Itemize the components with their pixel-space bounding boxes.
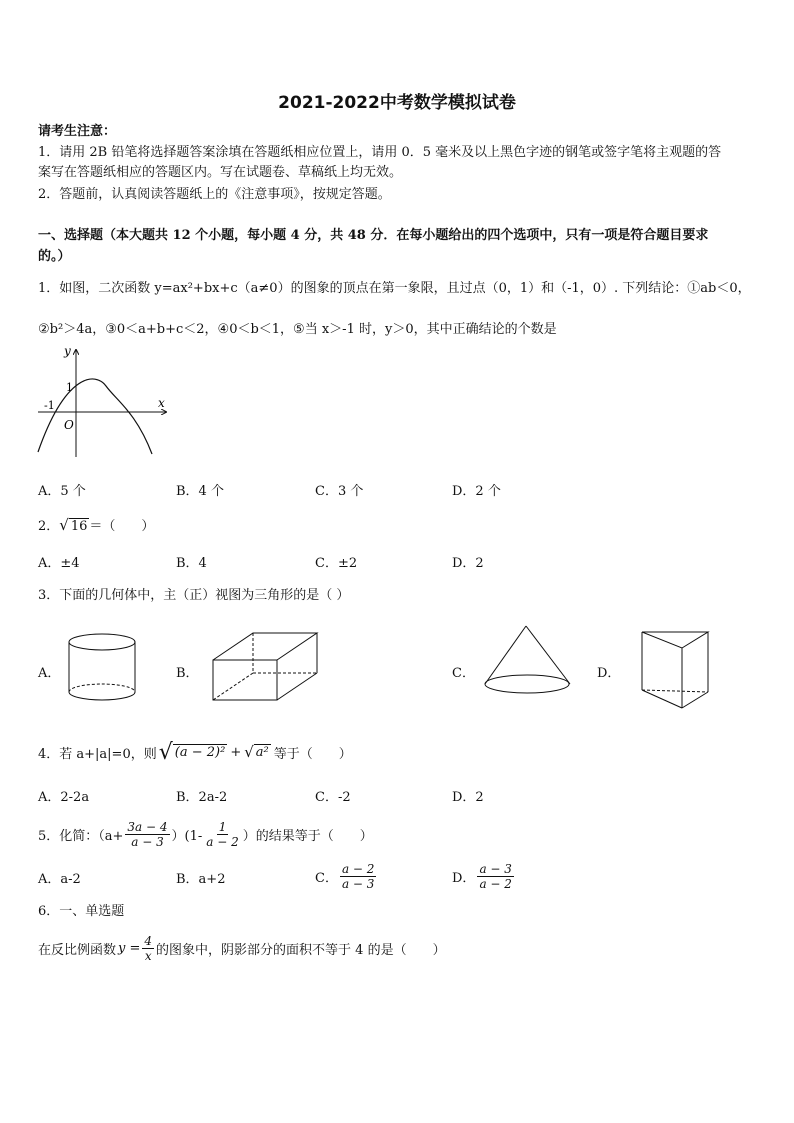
question-4-stem bbox=[38, 738, 352, 766]
graph-origin-label: O bbox=[64, 418, 74, 432]
question-2-option-a[interactable]: A．±4 bbox=[38, 556, 80, 571]
cone-figure[interactable] bbox=[482, 624, 576, 700]
fraction-denominator: a − 3 bbox=[131, 834, 164, 849]
question-5-prefix: 5．化简：（a+ bbox=[38, 828, 124, 844]
question-1-line-2: ②b²＞4a，③0＜a+b+c＜2，④0＜b＜1，⑤当 x＞-1 时，y＞0，其中正确结论的个数是 bbox=[38, 322, 557, 337]
question-1-option-b[interactable]: B．4 个 bbox=[176, 484, 224, 499]
question-6-stem bbox=[38, 928, 446, 968]
question-2-option-c[interactable]: C．±2 bbox=[315, 556, 358, 571]
question-5-stem bbox=[38, 816, 373, 852]
question-2-stem bbox=[38, 515, 154, 534]
question-6-prefix: 在反比例函数 bbox=[38, 942, 117, 958]
question-4-suffix: 等于（ ） bbox=[273, 746, 352, 762]
question-1-line-1: 1．如图，二次函数 y=ax²+bx+c（a≠0）的图象的顶点在第一象限，且过点（0，1）和（-1，0）. 下列结论：①ab＜0， bbox=[38, 281, 751, 296]
cuboid-figure[interactable] bbox=[210, 630, 320, 704]
question-2-suffix: ＝（ ） bbox=[89, 519, 155, 534]
notice-line-3: 2．答题前，认真阅读答题纸上的《注意事项》，按规定答题。 bbox=[38, 187, 391, 202]
question-5-fraction-1 bbox=[125, 820, 169, 849]
radical-sign-icon: √ bbox=[158, 739, 173, 765]
notice-line-1: 1．请用 2B 铅笔将选择题答案涂填在答题纸相应位置上，请用 0．5 毫米及以上黑色字迹的钢笔或签字笔将主观题的答 bbox=[38, 145, 722, 160]
option-fraction bbox=[477, 862, 513, 891]
question-3-label-a[interactable]: A． bbox=[38, 666, 61, 681]
question-4-option-a[interactable]: A．2-2a bbox=[38, 790, 90, 805]
question-5-fraction-2 bbox=[204, 820, 240, 849]
section-heading-line-1: 一、选择题（本大题共 12 个小题，每小题 4 分，共 48 分．在每小题给出的四个选项中，只有一项是符合题目要求 bbox=[38, 228, 709, 243]
option-label: C． bbox=[315, 870, 338, 886]
triangular-prism-figure[interactable] bbox=[638, 628, 714, 712]
option-label: D． bbox=[452, 870, 476, 886]
graph-parabola bbox=[38, 379, 152, 454]
fraction-denominator: a − 2 bbox=[479, 876, 512, 891]
function-lhs: y = bbox=[118, 940, 141, 956]
fraction-numerator: 4 bbox=[144, 933, 153, 948]
question-5-option-a[interactable]: A．a-2 bbox=[38, 872, 81, 887]
graph-tick-y: 1 bbox=[66, 381, 73, 394]
radical-sign-icon: √ bbox=[59, 516, 69, 534]
radical-sign-icon: √ bbox=[244, 743, 254, 761]
fraction-denominator: x bbox=[144, 948, 152, 963]
question-4-option-d[interactable]: D．2 bbox=[452, 790, 484, 805]
option-fraction bbox=[340, 862, 376, 891]
notice-heading: 请考生注意： bbox=[38, 124, 117, 139]
function-fraction bbox=[142, 934, 154, 963]
fraction-numerator: a − 3 bbox=[479, 861, 512, 876]
fraction-denominator: a − 3 bbox=[341, 876, 375, 891]
question-5-option-b[interactable]: B．a+2 bbox=[176, 872, 226, 887]
question-3-label-d[interactable]: D． bbox=[597, 666, 621, 681]
question-4-option-b[interactable]: B．2a-2 bbox=[176, 790, 228, 805]
question-5-option-d[interactable] bbox=[452, 858, 516, 894]
question-5-suffix: ）的结果等于（ ） bbox=[242, 828, 373, 844]
page-title: 2021-2022中考数学模拟试卷 bbox=[278, 93, 516, 113]
question-2-radicand: 16 bbox=[70, 519, 88, 534]
section-heading-line-2: 的。） bbox=[38, 249, 71, 264]
question-1-graph bbox=[36, 342, 176, 462]
question-3-stem: 3．下面的几何体中，主（正）视图为三角形的是（ ） bbox=[38, 588, 350, 603]
fraction-numerator: 3a − 4 bbox=[127, 819, 168, 834]
notice-line-2: 案写在答题纸相应的答题区内。写在试题卷、草稿纸上均无效。 bbox=[38, 165, 403, 180]
fraction-denominator: a − 2 bbox=[206, 834, 239, 849]
question-2-option-d[interactable]: D．2 bbox=[452, 556, 484, 571]
question-6-suffix: 的图象中，阴影部分的面积不等于 4 的是（ ） bbox=[156, 942, 446, 958]
question-4-expr-1: (a − 2)² bbox=[174, 745, 226, 760]
question-2-option-b[interactable]: B．4 bbox=[176, 556, 207, 571]
fraction-numerator: a − 2 bbox=[341, 861, 375, 876]
question-5-option-c[interactable] bbox=[315, 858, 378, 894]
question-6-heading: 6．一、单选题 bbox=[38, 904, 125, 919]
question-2-prefix: 2． bbox=[38, 519, 60, 534]
cylinder-figure[interactable] bbox=[66, 632, 142, 704]
question-4-expr-2: a² bbox=[255, 745, 269, 760]
question-1-option-c[interactable]: C．3 个 bbox=[315, 484, 364, 499]
fraction-numerator: 1 bbox=[218, 819, 227, 834]
question-3-label-c[interactable]: C． bbox=[452, 666, 475, 681]
question-3-label-b[interactable]: B． bbox=[176, 666, 199, 681]
question-1-option-a[interactable]: A．5 个 bbox=[38, 484, 86, 499]
question-4-plus: + bbox=[230, 744, 242, 760]
question-4-prefix: 4．若 a+|a|=0，则 bbox=[38, 746, 157, 762]
question-1-option-d[interactable]: D．2 个 bbox=[452, 484, 501, 499]
graph-tick-x: -1 bbox=[44, 399, 55, 412]
graph-y-label: y bbox=[64, 344, 71, 358]
question-4-option-c[interactable]: C．-2 bbox=[315, 790, 351, 805]
graph-x-label: x bbox=[158, 396, 165, 410]
question-5-mid: ）(1- bbox=[171, 828, 203, 844]
